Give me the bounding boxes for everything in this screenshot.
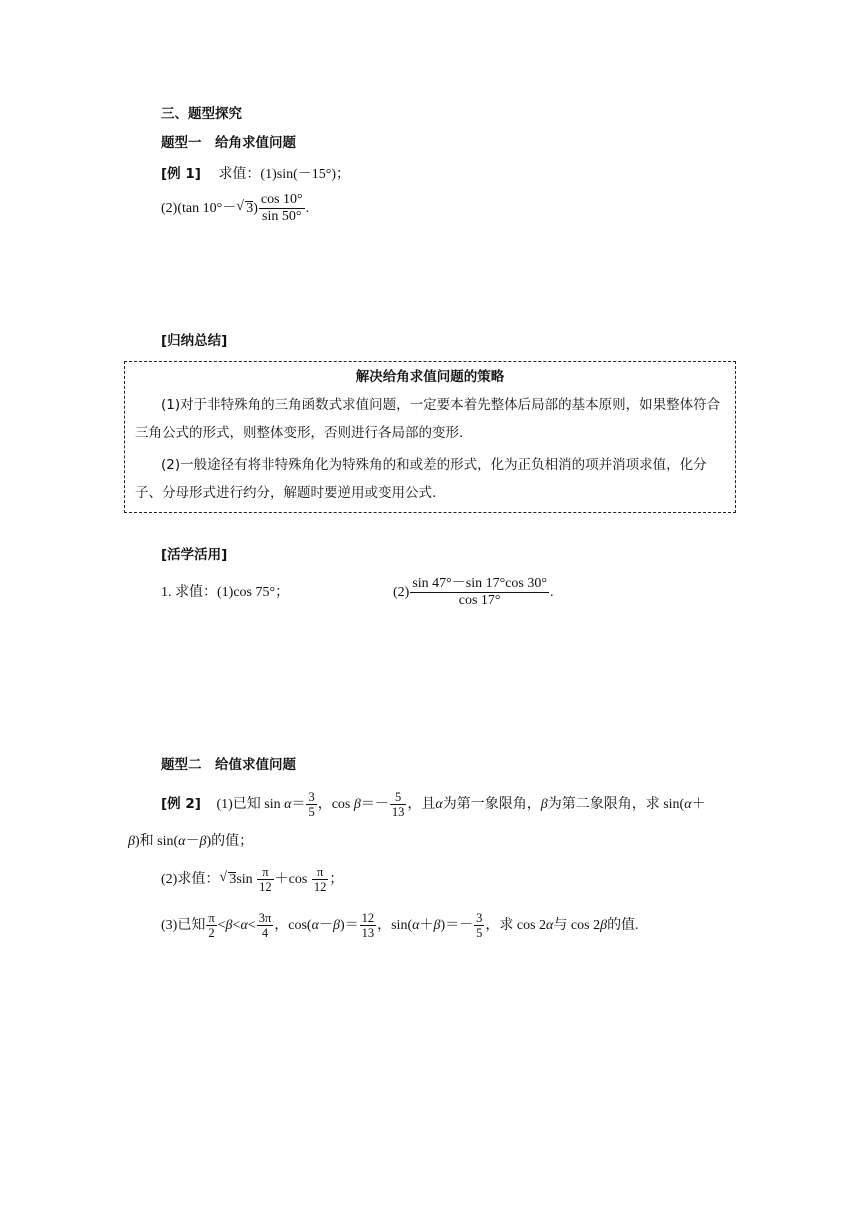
fraction-numerator: π [257, 865, 274, 880]
ex2-text: < [232, 918, 241, 933]
fraction-pi-12 [257, 865, 274, 894]
fraction-3-5 [306, 790, 316, 819]
ex2-text: )和 sin( [134, 834, 179, 849]
ex2-text: < [247, 918, 256, 933]
fraction-denominator: cos 17° [458, 593, 501, 609]
q2-close: ) [253, 201, 258, 216]
fraction-numerator: 3 [308, 790, 315, 805]
fraction-numerator: 3 [476, 911, 483, 926]
ex2-text: )＝ [339, 918, 359, 933]
ex2-text: (1)已知 sin [216, 797, 285, 812]
fraction-denominator: 5 [308, 805, 315, 820]
alpha-symbol: α [546, 918, 554, 933]
sqrt-3: √ 3 [228, 872, 236, 887]
example1-label: [例 1] [161, 166, 201, 182]
strategy-box-title: 解决给角求值问题的策略 [355, 369, 505, 385]
strategy-paragraph-1: (1)对于非特殊角的三角函数式求值问题，一定要本着先整体后局部的基本原则，如果整体符合三角公式的形式，则整体变形，否则进行各局部的变形. [135, 397, 721, 441]
ex2-text: < [217, 918, 226, 933]
fraction-3pi-4 [257, 911, 274, 940]
fraction-denominator: 2 [208, 926, 215, 941]
ex2-text: ，sin( [377, 918, 413, 933]
fraction-denominator: 5 [476, 926, 483, 941]
ex2-text: 为第一象限角， [442, 797, 541, 812]
ex2-text: ，求 cos 2 [485, 918, 547, 933]
alpha-symbol: α [240, 918, 248, 933]
fraction-5-13 [390, 790, 407, 819]
fraction-numerator: sin 47°－sin 17°cos 30° [412, 576, 547, 592]
ex2-text: ； [329, 872, 344, 887]
beta-symbol: β [199, 834, 207, 849]
ex2-text: )＝－ [440, 918, 474, 933]
alpha-symbol: α [435, 797, 443, 812]
practice-q1: 1. 求值：(1)cos 75°； [161, 585, 290, 600]
ex2-text: － [185, 834, 200, 849]
fraction-sin47 [410, 576, 549, 609]
example2-label: [例 2] [161, 796, 201, 812]
example2-line2 [128, 832, 253, 852]
example1-q2 [161, 192, 309, 226]
summary-label: [归纳总结] [161, 333, 228, 349]
beta-symbol: β [600, 918, 608, 933]
example2-line4 [161, 908, 639, 944]
practice-label: [活学活用] [161, 547, 228, 563]
fraction-denominator: 12 [259, 880, 272, 895]
fraction-cos10-sin50 [259, 192, 305, 225]
ex2-text: ＋cos [274, 872, 311, 887]
fraction-pi-12 [312, 865, 329, 894]
fraction-numerator: 3π [258, 911, 272, 926]
alpha-symbol: α [311, 918, 319, 933]
practice-q2-end: . [549, 585, 554, 600]
type1-heading: 题型一 给角求值问题 [161, 135, 296, 151]
example2-line3 [161, 862, 343, 898]
fraction-numerator: 12 [361, 911, 375, 926]
ex2-text: ，cos( [274, 918, 312, 933]
ex2-text: 为第二象限角，求 sin( [547, 797, 685, 812]
example2-line1 [161, 786, 706, 823]
fraction-denominator: 4 [261, 926, 269, 941]
beta-symbol: β [433, 918, 441, 933]
ex2-text: ，cos [317, 797, 354, 812]
section-heading: 三、题型探究 [161, 106, 242, 122]
beta-symbol: β [225, 918, 233, 933]
fraction-pi-2 [206, 911, 216, 940]
sqrt-3: √ 3 [245, 201, 253, 216]
beta-symbol: β [540, 797, 548, 812]
type2-heading: 题型二 给值求值问题 [161, 757, 296, 773]
ex2-text: ，且 [407, 797, 436, 812]
ex2-text: ＋ [691, 797, 706, 812]
ex2-text: ＝ [291, 797, 306, 812]
fraction-denominator: 12 [313, 880, 327, 895]
ex2-text: )的值； [206, 834, 254, 849]
ex2-text: ＝－ [360, 797, 389, 812]
ex2-text: 的值. [607, 918, 639, 933]
beta-symbol: β [332, 918, 340, 933]
example1-q1-text: 求值：(1)sin(－15°)； [218, 167, 351, 182]
q2-end: . [305, 201, 310, 216]
fraction-numerator: 5 [390, 790, 407, 805]
alpha-symbol: α [684, 797, 692, 812]
ex2-text: 与 cos 2 [553, 918, 601, 933]
example1-q1 [161, 164, 350, 185]
strategy-paragraph-2: (2)一般途径有将非特殊角化为特殊角的和或差的形式，化为正负相消的项并消项求值，化分子、分母形式进行约分，解题时要逆用或变用公式. [135, 457, 707, 501]
ex2-text: ＋ [419, 918, 434, 933]
alpha-symbol: α [412, 918, 420, 933]
ex2-text: (3)已知 [161, 918, 206, 933]
practice-q2-prefix: (2) [393, 585, 410, 600]
fraction-denominator: 13 [391, 805, 405, 820]
fraction-3-5 [474, 911, 484, 940]
fraction-denominator: sin 50° [262, 209, 302, 225]
fraction-numerator: π [312, 865, 329, 880]
beta-symbol: β [128, 834, 135, 849]
alpha-symbol: α [178, 834, 186, 849]
fraction-numerator: π [208, 911, 215, 926]
fraction-denominator: 13 [361, 926, 375, 941]
ex2-text: sin [236, 872, 257, 887]
strategy-box [124, 361, 736, 513]
ex2-text: － [318, 918, 333, 933]
q2-prefix: (2)(tan 10°－ [161, 201, 237, 216]
practice-q2 [393, 574, 553, 612]
beta-symbol: β [353, 797, 361, 812]
ex2-text: (2)求值： [161, 872, 220, 887]
fraction-numerator: cos 10° [260, 192, 303, 208]
alpha-symbol: α [284, 797, 292, 812]
fraction-12-13 [360, 911, 377, 940]
